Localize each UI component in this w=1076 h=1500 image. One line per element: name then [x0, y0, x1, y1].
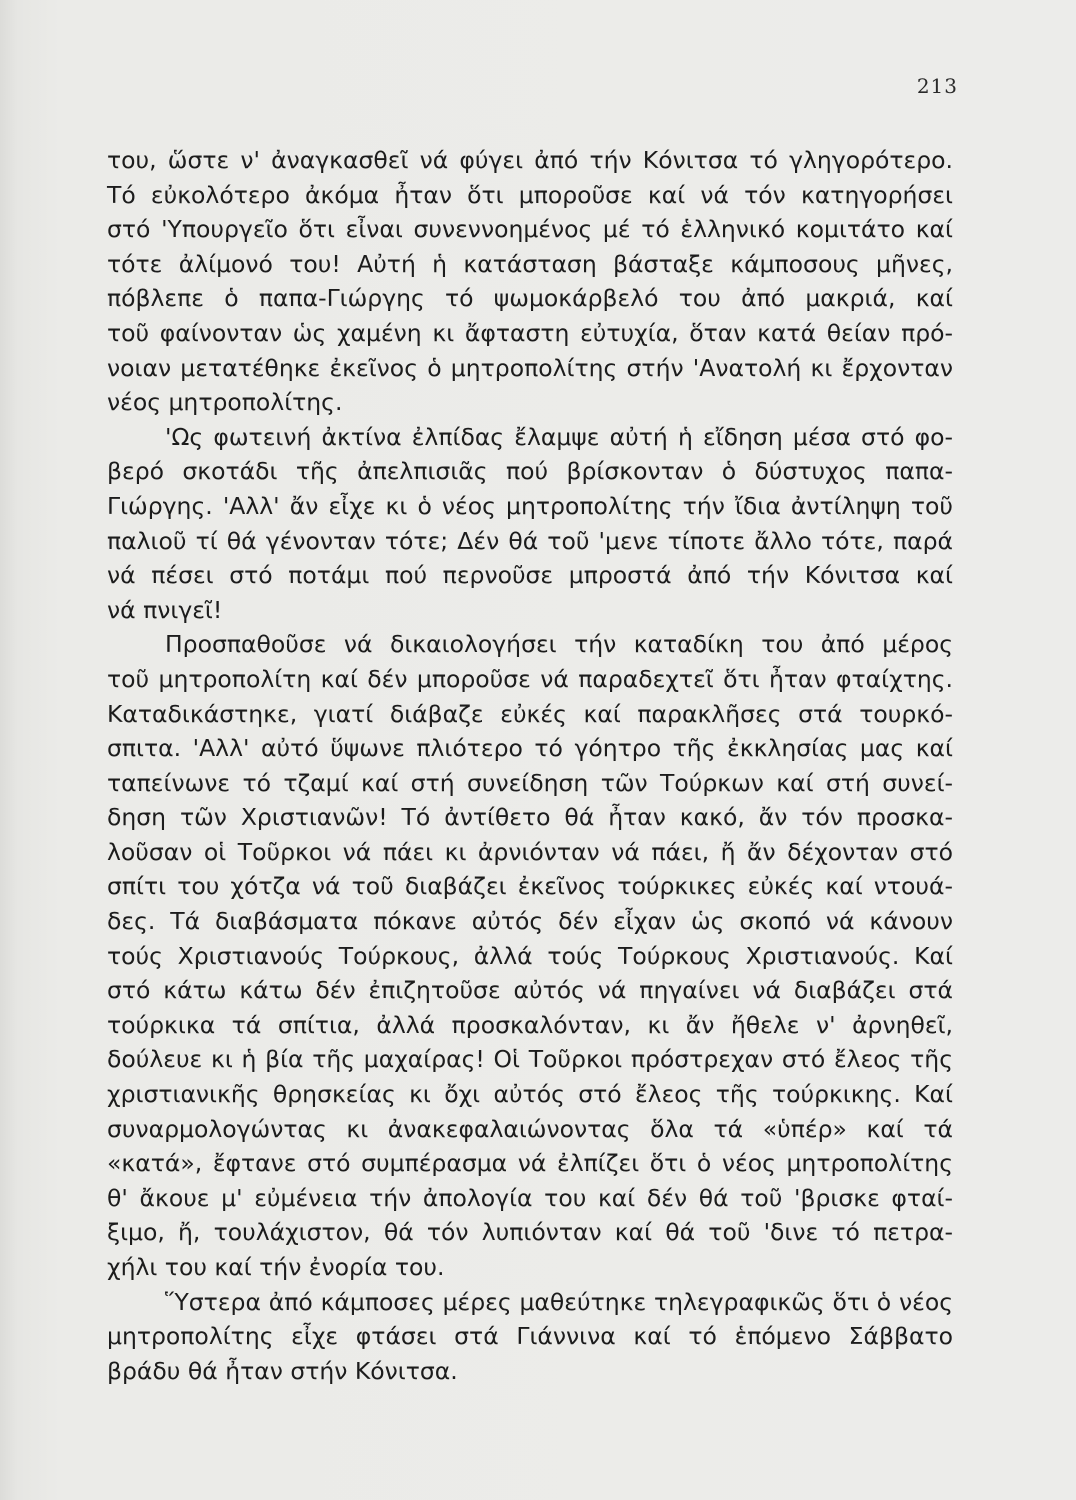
page-number: 213: [916, 74, 958, 98]
text-line: 'Ως φωτεινή ἀκτίνα ἐλπίδας ἔλαμψε αὐτή ἡ εἴδηση μέσα στό φο-: [165, 422, 953, 451]
text-line: χριστιανικῆς θρησκείας κι ὄχι αὐτός στό ἔλεος τῆς τούρκικης. Καί: [107, 1080, 953, 1109]
text-line: πόβλεπε ὁ παπα-Γιώργης τό ψωμοκάρβελό του ἀπό μακριά, καί: [107, 284, 953, 313]
text-line: Γιώργης. 'Αλλ' ἄν εἶχε κι ὁ νέος μητροπολίτης τήν ἴδια ἀντίληψη τοῦ: [107, 491, 953, 520]
text-line: ταπείνωνε τό τζαμί καί στή συνείδηση τῶν Τούρκων καί στή συνεί-: [107, 768, 953, 797]
text-line: τούρκικα τά σπίτια, ἀλλά προσκαλόνταν, κι ἄν ἤθελε ν' ἀρνηθεῖ,: [107, 1010, 953, 1039]
text-line: δες. Τά διαβάσματα πόκανε αὐτός δέν εἶχαν ὡς σκοπό νά κάνουν: [107, 907, 953, 936]
text-line: στό 'Υπουργεῖο ὅτι εἶναι συνεννοημένος μέ τό ἑλληνικό κομιτάτο καί: [107, 215, 953, 244]
text-line: Ὕστερα ἀπό κάμποσες μέρες μαθεύτηκε τηλεγραφικῶς ὅτι ὁ νέος: [165, 1287, 953, 1316]
text-line: τότε ἀλίμονό του! Αὐτή ἡ κατάσταση βάσταξε κάμποσους μῆνες,: [107, 249, 953, 278]
text-line: Προσπαθοῦσε νά δικαιολογήσει τήν καταδίκη του ἀπό μέρος: [165, 630, 953, 659]
text-line: λοῦσαν οἱ Τοῦρκοι νά πάει κι ἀρνιόνταν νά πάει, ἤ ἄν δέχονταν στό: [107, 837, 953, 866]
text-line: σπίτι του χότζα νά τοῦ διαβάζει ἐκεῖνος τούρκικες εὐκές καί ντουά-: [107, 872, 953, 901]
text-line: Καταδικάστηκε, γιατί διάβαζε εὐκές καί παρακλῆσες στά τουρκό-: [107, 699, 953, 728]
text-line: «κατά», ἔφτανε στό συμπέρασμα νά ἐλπίζει ὅτι ὁ νέος μητροπολίτης: [107, 1149, 953, 1178]
text-line: παλιοῦ τί θά γένονταν τότε; Δέν θά τοῦ 'μενε τίποτε ἄλλο τότε, παρά: [107, 526, 953, 555]
text-line: νά πέσει στό ποτάμι πού περνοῦσε μπροστά ἀπό τήν Κόνιτσα καί: [107, 561, 953, 590]
text-line: δηση τῶν Χριστιανῶν! Τό ἀντίθετο θά ἦταν κακό, ἄν τόν προσκα-: [107, 803, 953, 832]
text-line: χήλι του καί τήν ἐνορία του.: [107, 1253, 445, 1281]
text-line: βερό σκοτάδι τῆς ἀπελπισιᾶς πού βρίσκονταν ὁ δύστυχος παπα-: [107, 457, 953, 486]
text-line: τούς Χριστιανούς Τούρκους, ἀλλά τούς Τούρκους Χριστιανούς. Καί: [107, 941, 953, 970]
text-line: τοῦ φαίνονταν ὡς χαμένη κι ἄφταστη εὐτυχία, ὅταν κατά θείαν πρό-: [107, 318, 953, 347]
text-line: νοιαν μετατέθηκε ἐκεῖνος ὁ μητροπολίτης στήν 'Ανατολή κι ἔρχονταν: [107, 353, 953, 382]
text-line: στό κάτω κάτω δέν ἐπιζητοῦσε αὐτός νά πηγαίνει νά διαβάζει στά: [107, 976, 953, 1005]
text-line: τοῦ μητροπολίτη καί δέν μποροῦσε νά παραδεχτεῖ ὅτι ἦταν φταίχτης.: [107, 664, 953, 693]
text-line: ξιμο, ἤ, τουλάχιστον, θά τόν λυπιόνταν καί θά τοῦ 'δινε τό πετρα-: [107, 1218, 953, 1247]
text-line: νά πνιγεῖ!: [107, 595, 223, 624]
text-line: βράδυ θά ἦταν στήν Κόνιτσα.: [107, 1356, 458, 1385]
body-text: [107, 143, 953, 1388]
text-line: νέος μητροπολίτης.: [107, 388, 343, 417]
text-line: του, ὥστε ν' ἀναγκασθεῖ νά φύγει ἀπό τήν Κόνιτσα τό γληγορότερο.: [107, 146, 953, 174]
text-line: δούλευε κι ἡ βία τῆς μαχαίρας! Οἱ Τοῦρκοι πρόστρεχαν στό ἔλεος τῆς: [107, 1045, 953, 1074]
text-line: σπιτα. 'Αλλ' αὐτό ὕψωνε πλιότερο τό γόητρο τῆς ἐκκλησίας μας καί: [107, 734, 953, 763]
text-line: θ' ἄκουε μ' εὐμένεια τήν ἀπολογία του καί δέν θά τοῦ 'βρισκε φταί-: [107, 1183, 953, 1212]
text-line: μητροπολίτης εἶχε φτάσει στά Γιάννινα καί τό ἑπόμενο Σάββατο: [107, 1322, 953, 1351]
text-line: συναρμολογώντας κι ἀνακεφαλαιώνοντας ὅλα τά «ὑπέρ» καί τά: [107, 1114, 953, 1143]
text-line: Τό εὐκολότερο ἀκόμα ἦταν ὅτι μποροῦσε καί νά τόν κατηγορήσει: [107, 180, 953, 209]
